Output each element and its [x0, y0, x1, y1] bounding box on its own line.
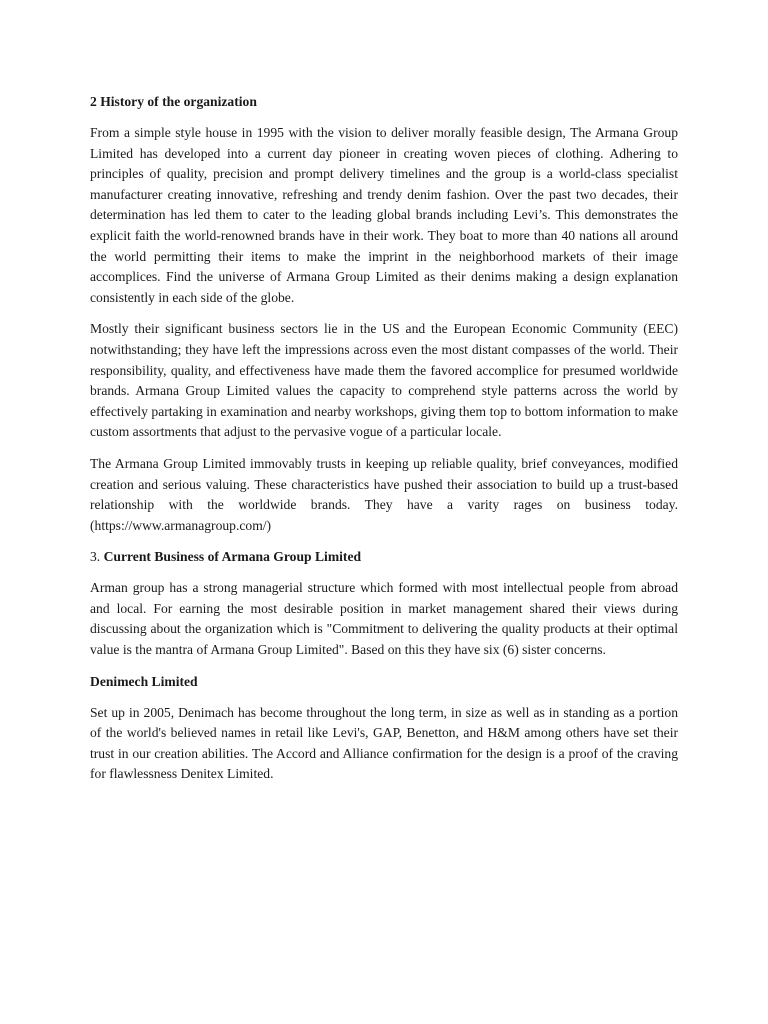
paragraph-history-1: From a simple style house in 1995 with the vision to deliver morally feasible design, The Armana Group Limited has developed into a current day pioneer in creating woven pieces of clothing. Adhering to principles of quality, precision and prompt delivery timelines and the group is a world-class specialist manufacturer creating innovative, refreshing and trendy denim fashion. Over the past two decades, their determination has led them to cater to the leading global brands including Levi’s. This demonstrates the explicit faith the world-renowned brands have in their work. They boat to more than 40 nations all around the world permitting their items to make the imprint in the neighborhood markets of their image accomplices. Find the universe of Armana Group Limited as their denims making a design explanation consistently in each side of the globe. [90, 125, 678, 305]
paragraph-history-2: Mostly their significant business sectors lie in the US and the European Economic Community (EEC) notwithstanding; they have left the impressions across even the most distant compasses of the world. Their responsibility, quality, and effectiveness have made them the favored accomplice for presumed worldwide brands. Armana Group Limited values the capacity to comprehend style patterns across the world by effectively partaking in examination and nearby workshops, giving them top to bottom information to make custom assortments that adjust to the pervasive vogue of a particular locale. [90, 321, 678, 440]
paragraph-denimech: Set up in 2005, Denimach has become throughout the long term, in size as well as in standing as a portion of the world's believed names in retail like Levi's, GAP, Benetton, and H&M among others have set their trust in our creation abilities. The Accord and Alliance confirmation for the design is a proof of the craving for flawlessness Denitex Limited. [90, 704, 678, 782]
section-heading-history: 2 History of the organization [90, 94, 257, 109]
section-title: Current Business of Armana Group Limited [103, 549, 362, 565]
section-number: 3. [90, 549, 101, 565]
section-heading-current-business [90, 547, 678, 567]
paragraph-current-business: Arman group has a strong managerial structure which formed with most intellectual people from abroad and local. For earning the most desirable position in market management shared their views during discussing about the organization which is "Commitment to delivering the quality products at their optimal value is the mantra of Armana Group Limited". Based on this they have six (6) sister concerns. [90, 580, 678, 658]
section-heading-denimech: Denimech Limited [90, 673, 198, 689]
document-page [90, 92, 678, 796]
paragraph-history-3: The Armana Group Limited immovably trusts in keeping up reliable quality, brief conveyances, modified creation and serious valuing. These characteristics have pushed their association to build up a trust-based relationship with the worldwide brands. They have a varity rages on business today. (https://www.armanagroup.com/) [90, 455, 678, 533]
